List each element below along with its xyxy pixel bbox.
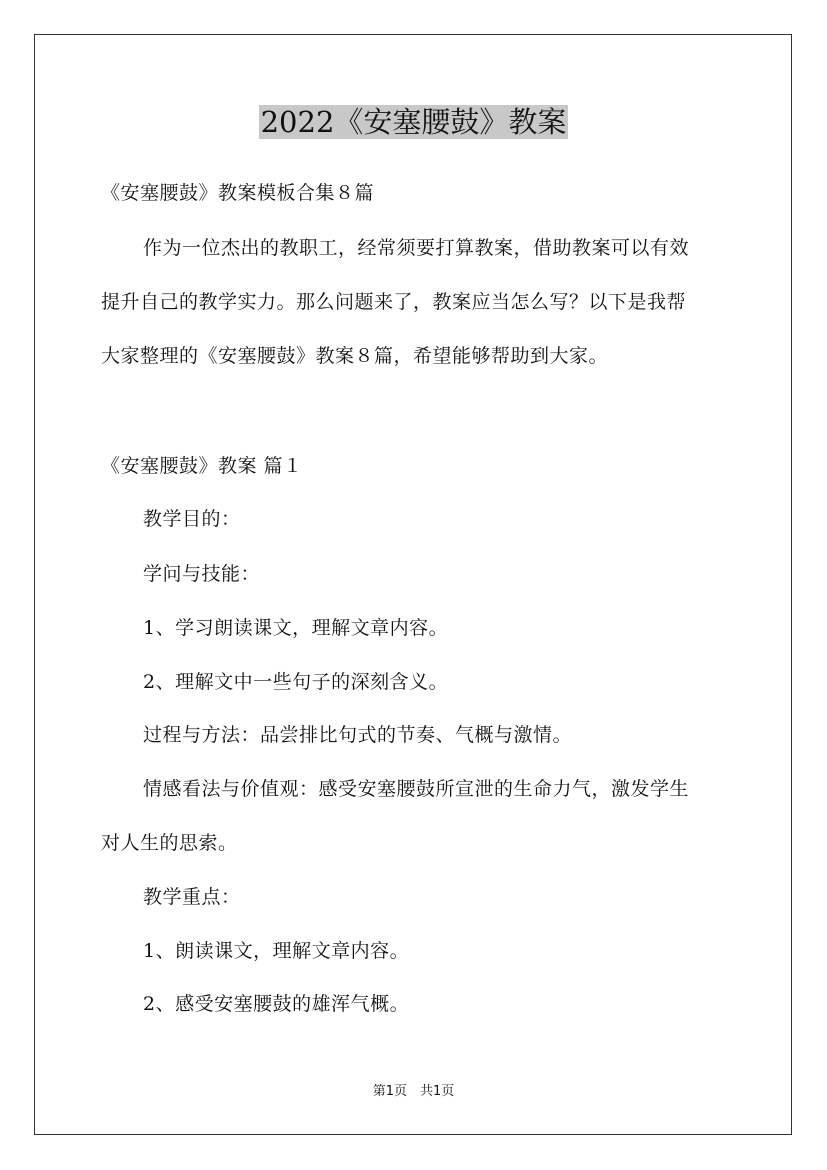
body-line: 学问与技能： [143, 563, 261, 585]
body-line: 1、学习朗读课文，理解文章内容。 [143, 617, 449, 639]
document-title [0, 102, 827, 142]
title-text: 2022《安塞腰鼓》教案 [260, 105, 567, 139]
body-line: 2、理解文中一些句子的深刻含义。 [143, 671, 449, 693]
body-line: 教学目的： [143, 508, 241, 530]
intro-line-3: 大家整理的《安塞腰鼓》教案８篇，希望能够帮助到大家。 [101, 345, 609, 367]
body-line: 情感看法与价值观：感受安塞腰鼓所宣泄的生命力气，激发学生 [143, 778, 690, 800]
body-line: 对人生的思索。 [101, 832, 238, 854]
subtitle: 《安塞腰鼓》教案模板合集８篇 [101, 182, 375, 204]
body-line: 1、朗读课文，理解文章内容。 [143, 940, 410, 962]
body-line: 2、感受安塞腰鼓的雄浑气概。 [143, 993, 410, 1015]
intro-line-2: 提升自己的教学实力。那么问题来了，教案应当怎么写？以下是我帮 [101, 291, 687, 313]
page-number: 第1页 共1页 [372, 1084, 455, 1099]
intro-line-1: 作为一位杰出的教职工，经常须要打算教案，借助教案可以有效 [143, 237, 690, 259]
section-heading: 《安塞腰鼓》教案 篇１ [101, 455, 303, 477]
body-line: 过程与方法：品尝排比句式的节奏、气概与激情。 [143, 724, 573, 746]
body-line: 教学重点： [143, 886, 241, 908]
